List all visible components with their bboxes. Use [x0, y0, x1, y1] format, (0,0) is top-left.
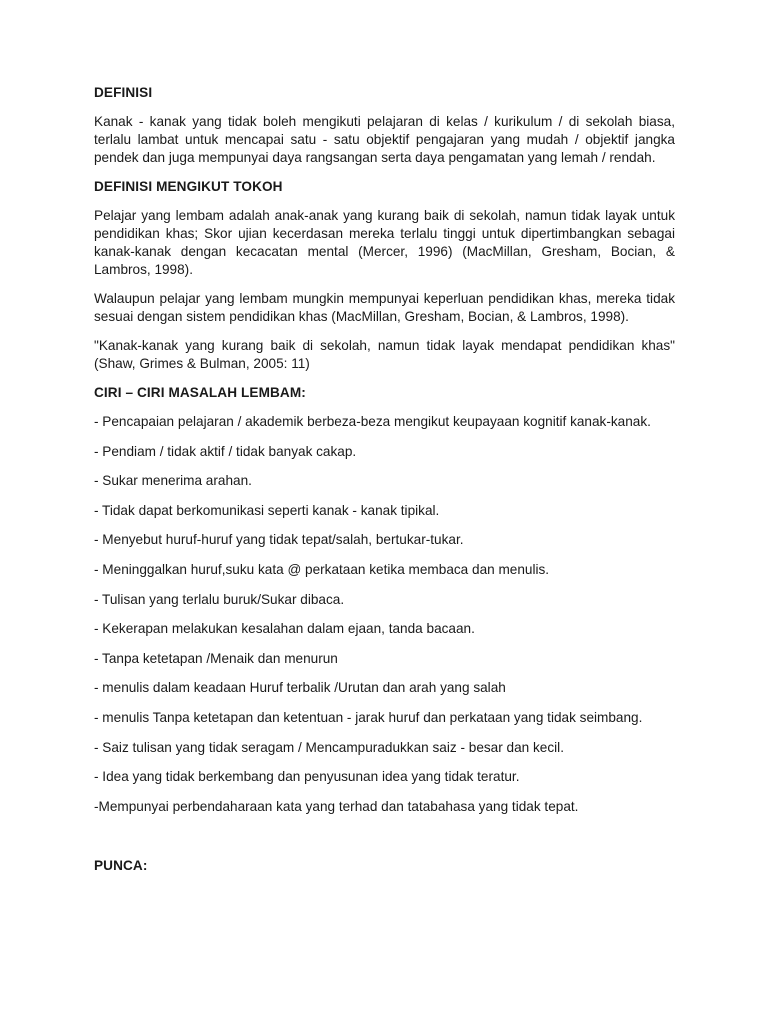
list-item: - Tulisan yang terlalu buruk/Sukar dibaca.: [94, 591, 345, 607]
ciri-list: [94, 413, 675, 816]
list-item: -Mempunyai perbendaharaan kata yang terhad dan tatabahasa yang tidak tepat.: [94, 798, 579, 814]
list-item: - Meninggalkan huruf,suku kata @ perkataan ketika membaca dan menulis.: [94, 561, 550, 577]
paragraph-tokoh-1: Pelajar yang lembam adalah anak-anak yang kurang baik di sekolah, namun tidak layak untuk pendidikan khas; Skor ujian kecerdasan mereka terlalu tinggi untuk dipertimbangkan sebagai kanak-kanak dengan kecacatan mental (Mercer, 1996) (MacMillan, Gresham, Bocian, & Lambros, 1998).: [94, 208, 675, 277]
list-item: - Idea yang tidak berkembang dan penyusunan idea yang tidak teratur.: [94, 769, 520, 785]
paragraph-definisi: Kanak - kanak yang tidak boleh mengikuti pelajaran di kelas / kurikulum / di sekolah biasa, terlalu lambat untuk mencapai satu - satu objektif pengajaran yang mudah / objektif jangka pendek dan juga mempunyai daya rangsangan serta daya pengamatan yang lemah / rendah.: [94, 114, 675, 165]
section-spacer: [94, 827, 675, 857]
list-item: - Tanpa ketetapan /Menaik dan menurun: [94, 650, 338, 666]
list-item: - Pendiam / tidak aktif / tidak banyak cakap.: [94, 443, 357, 459]
heading-definisi: DEFINISI: [94, 85, 153, 100]
list-item: - Tidak dapat berkomunikasi seperti kanak - kanak tipikal.: [94, 502, 440, 518]
heading-punca: PUNCA:: [94, 858, 148, 874]
paragraph-tokoh-2: Walaupun pelajar yang lembam mungkin mempunyai keperluan pendidikan khas, mereka tidak sesuai dengan sistem pendidikan khas (MacMillan, Gresham, Bocian, & Lambros, 1998).: [94, 291, 675, 324]
document-page: [94, 84, 675, 886]
heading-definisi-mengikut-tokoh: DEFINISI MENGIKUT TOKOH: [94, 179, 283, 194]
list-item: - Saiz tulisan yang tidak seragam / Mencampuradukkan saiz - besar dan kecil.: [94, 739, 564, 755]
list-item: - menulis dalam keadaan Huruf terbalik /Urutan dan arah yang salah: [94, 680, 506, 696]
list-item: - Pencapaian pelajaran / akademik berbeza-beza mengikut keupayaan kognitif kanak-kanak.: [94, 414, 651, 429]
list-item: - Kekerapan melakukan kesalahan dalam ejaan, tanda bacaan.: [94, 621, 475, 637]
list-item: - menulis Tanpa ketetapan dan ketentuan - jarak huruf dan perkataan yang tidak seimbang.: [94, 709, 643, 725]
heading-ciri-ciri: CIRI – CIRI MASALAH LEMBAM:: [94, 385, 306, 400]
paragraph-tokoh-3: "Kanak-kanak yang kurang baik di sekolah, namun tidak layak mendapat pendidikan khas" (Shaw, Grimes & Bulman, 2005: 11): [94, 338, 675, 371]
list-item: - Sukar menerima arahan.: [94, 473, 252, 489]
list-item: - Menyebut huruf-huruf yang tidak tepat/salah, bertukar-tukar.: [94, 532, 464, 548]
